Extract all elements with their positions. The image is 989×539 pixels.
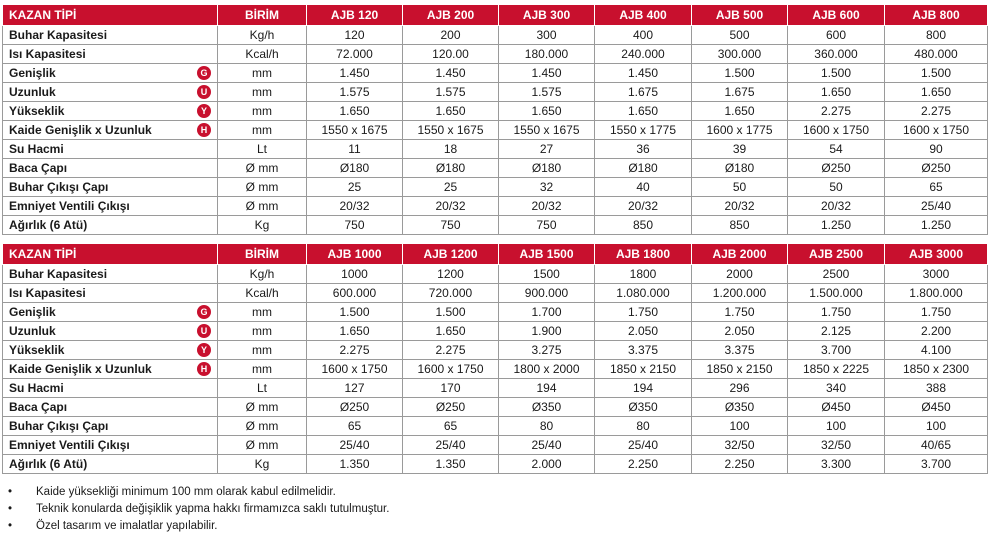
value-cell: 750 bbox=[307, 216, 403, 235]
unit-cell: Kg bbox=[218, 216, 307, 235]
note-text: Kaide yüksekliği minimum 100 mm olarak kabul edilmelidir. bbox=[36, 486, 336, 498]
unit-cell: Kcal/h bbox=[218, 45, 307, 64]
value-cell: 1850 x 2225 bbox=[788, 360, 885, 379]
unit-cell: Kg/h bbox=[218, 265, 307, 284]
table-header-row bbox=[3, 5, 988, 26]
header-type-cell: KAZAN TİPİ bbox=[3, 244, 218, 265]
unit-cell: mm bbox=[218, 360, 307, 379]
value-cell: 1.500 bbox=[788, 64, 885, 83]
value-cell: 1.080.000 bbox=[595, 284, 692, 303]
value-cell: 1.500.000 bbox=[788, 284, 885, 303]
value-cell: 80 bbox=[499, 417, 595, 436]
unit-cell: Kcal/h bbox=[218, 284, 307, 303]
value-cell: 1.675 bbox=[692, 83, 788, 102]
value-cell: 3.700 bbox=[788, 341, 885, 360]
value-cell: 2.275 bbox=[885, 102, 988, 121]
row-label bbox=[3, 360, 218, 379]
unit-cell: mm bbox=[218, 341, 307, 360]
table-row bbox=[3, 417, 988, 436]
value-cell: 180.000 bbox=[499, 45, 595, 64]
value-cell: 750 bbox=[403, 216, 499, 235]
value-cell: 2.125 bbox=[788, 322, 885, 341]
value-cell: Ø180 bbox=[692, 159, 788, 178]
table-row bbox=[3, 197, 988, 216]
table-header-row bbox=[3, 244, 988, 265]
row-label bbox=[3, 417, 218, 436]
unit-cell: mm bbox=[218, 322, 307, 341]
note-text: Teknik konularda değişiklik yapma hakkı firmamızca saklı tutulmuştur. bbox=[36, 503, 390, 515]
table-row bbox=[3, 284, 988, 303]
table-row bbox=[3, 398, 988, 417]
value-cell: 36 bbox=[595, 140, 692, 159]
value-cell: 360.000 bbox=[788, 45, 885, 64]
table-row bbox=[3, 102, 988, 121]
row-label-text: Isı Kapasitesi bbox=[9, 286, 86, 300]
value-cell: 72.000 bbox=[307, 45, 403, 64]
table-row bbox=[3, 140, 988, 159]
value-cell: 2.275 bbox=[307, 341, 403, 360]
value-cell: 1850 x 2150 bbox=[595, 360, 692, 379]
value-cell: 1.750 bbox=[692, 303, 788, 322]
value-cell: 65 bbox=[307, 417, 403, 436]
table-row bbox=[3, 26, 988, 45]
spec-table-1 bbox=[2, 4, 988, 235]
dimension-marker-icon: Y bbox=[197, 343, 211, 357]
value-cell: Ø350 bbox=[692, 398, 788, 417]
row-label-text: Ağırlık (6 Atü) bbox=[9, 218, 88, 232]
value-cell: 120 bbox=[307, 26, 403, 45]
table-row bbox=[3, 322, 988, 341]
row-label bbox=[3, 322, 218, 341]
table-row bbox=[3, 341, 988, 360]
header-model-cell: AJB 3000 bbox=[885, 244, 988, 265]
row-label-text: Kaide Genişlik x Uzunluk bbox=[9, 362, 152, 376]
value-cell: 25/40 bbox=[885, 197, 988, 216]
row-label bbox=[3, 102, 218, 121]
table-row bbox=[3, 436, 988, 455]
value-cell: 1550 x 1675 bbox=[403, 121, 499, 140]
value-cell: 1.900 bbox=[499, 322, 595, 341]
value-cell: 750 bbox=[499, 216, 595, 235]
value-cell: 20/32 bbox=[692, 197, 788, 216]
value-cell: 1600 x 1775 bbox=[692, 121, 788, 140]
bullet-icon: • bbox=[8, 503, 13, 515]
row-label-text: Su Hacmi bbox=[9, 142, 64, 156]
table-row bbox=[3, 360, 988, 379]
value-cell: Ø450 bbox=[885, 398, 988, 417]
value-cell: 2.000 bbox=[499, 455, 595, 474]
value-cell: 2.050 bbox=[595, 322, 692, 341]
row-label bbox=[3, 284, 218, 303]
header-model-cell: AJB 1200 bbox=[403, 244, 499, 265]
value-cell: 1550 x 1775 bbox=[595, 121, 692, 140]
table-row bbox=[3, 64, 988, 83]
value-cell: 850 bbox=[692, 216, 788, 235]
row-label-text: Uzunluk bbox=[9, 324, 56, 338]
table-row bbox=[3, 216, 988, 235]
header-model-cell: AJB 2500 bbox=[788, 244, 885, 265]
table-row bbox=[3, 265, 988, 284]
dimension-marker-icon: U bbox=[197, 85, 211, 99]
spec-table-2 bbox=[2, 243, 988, 474]
value-cell: 50 bbox=[692, 178, 788, 197]
value-cell: 2.200 bbox=[885, 322, 988, 341]
row-label-text: Uzunluk bbox=[9, 85, 56, 99]
value-cell: 1.650 bbox=[403, 322, 499, 341]
row-label bbox=[3, 398, 218, 417]
value-cell: 1800 bbox=[595, 265, 692, 284]
value-cell: 25/40 bbox=[499, 436, 595, 455]
value-cell: 388 bbox=[885, 379, 988, 398]
value-cell: 1.575 bbox=[499, 83, 595, 102]
value-cell: 850 bbox=[595, 216, 692, 235]
header-model-cell: AJB 200 bbox=[403, 5, 499, 26]
row-label-text: Genişlik bbox=[9, 305, 56, 319]
value-cell: 25 bbox=[403, 178, 499, 197]
value-cell: 80 bbox=[595, 417, 692, 436]
value-cell: 1500 bbox=[499, 265, 595, 284]
value-cell: 1.350 bbox=[403, 455, 499, 474]
value-cell: 1.800.000 bbox=[885, 284, 988, 303]
unit-cell: Kg bbox=[218, 455, 307, 474]
row-label-text: Buhar Kapasitesi bbox=[9, 28, 108, 42]
note-item bbox=[8, 501, 389, 518]
value-cell: 100 bbox=[788, 417, 885, 436]
row-label bbox=[3, 26, 218, 45]
value-cell: 20/32 bbox=[595, 197, 692, 216]
value-cell: 1.650 bbox=[307, 102, 403, 121]
row-label bbox=[3, 455, 218, 474]
value-cell: 32/50 bbox=[692, 436, 788, 455]
value-cell: 1.650 bbox=[595, 102, 692, 121]
value-cell: 3.300 bbox=[788, 455, 885, 474]
value-cell: 800 bbox=[885, 26, 988, 45]
unit-cell: mm bbox=[218, 303, 307, 322]
value-cell: 1.575 bbox=[307, 83, 403, 102]
value-cell: 90 bbox=[885, 140, 988, 159]
row-label bbox=[3, 140, 218, 159]
value-cell: 1.250 bbox=[885, 216, 988, 235]
unit-cell: Ø mm bbox=[218, 398, 307, 417]
row-label-text: Yükseklik bbox=[9, 104, 65, 118]
value-cell: 2500 bbox=[788, 265, 885, 284]
value-cell: Ø180 bbox=[403, 159, 499, 178]
row-label-text: Buhar Çıkışı Çapı bbox=[9, 180, 109, 194]
unit-cell: Ø mm bbox=[218, 159, 307, 178]
value-cell: 20/32 bbox=[788, 197, 885, 216]
value-cell: 18 bbox=[403, 140, 499, 159]
value-cell: 3.275 bbox=[499, 341, 595, 360]
row-label-text: Baca Çapı bbox=[9, 161, 68, 175]
table-row bbox=[3, 83, 988, 102]
value-cell: 300 bbox=[499, 26, 595, 45]
value-cell: 65 bbox=[885, 178, 988, 197]
dimension-marker-icon: G bbox=[197, 305, 211, 319]
value-cell: 25/40 bbox=[595, 436, 692, 455]
header-model-cell: AJB 400 bbox=[595, 5, 692, 26]
value-cell: 1.650 bbox=[885, 83, 988, 102]
header-unit-cell: BİRİM bbox=[218, 244, 307, 265]
value-cell: 3.700 bbox=[885, 455, 988, 474]
value-cell: 1.700 bbox=[499, 303, 595, 322]
value-cell: 1600 x 1750 bbox=[885, 121, 988, 140]
dimension-marker-icon: H bbox=[197, 123, 211, 137]
unit-cell: mm bbox=[218, 102, 307, 121]
dimension-marker-icon: G bbox=[197, 66, 211, 80]
dimension-marker-icon: U bbox=[197, 324, 211, 338]
value-cell: 2.250 bbox=[692, 455, 788, 474]
value-cell: 4.100 bbox=[885, 341, 988, 360]
table-row bbox=[3, 178, 988, 197]
header-model-cell: AJB 1000 bbox=[307, 244, 403, 265]
value-cell: 50 bbox=[788, 178, 885, 197]
value-cell: 3000 bbox=[885, 265, 988, 284]
row-label bbox=[3, 197, 218, 216]
value-cell: 1000 bbox=[307, 265, 403, 284]
header-model-cell: AJB 1500 bbox=[499, 244, 595, 265]
value-cell: 1.500 bbox=[307, 303, 403, 322]
value-cell: Ø180 bbox=[595, 159, 692, 178]
note-item bbox=[8, 518, 389, 535]
value-cell: 100 bbox=[885, 417, 988, 436]
note-item bbox=[8, 484, 389, 501]
row-label-text: Genişlik bbox=[9, 66, 56, 80]
value-cell: 11 bbox=[307, 140, 403, 159]
value-cell: 1.500 bbox=[885, 64, 988, 83]
value-cell: 20/32 bbox=[403, 197, 499, 216]
value-cell: 480.000 bbox=[885, 45, 988, 64]
table-row bbox=[3, 303, 988, 322]
value-cell: 2.275 bbox=[403, 341, 499, 360]
header-unit-cell: BİRİM bbox=[218, 5, 307, 26]
row-label bbox=[3, 303, 218, 322]
value-cell: Ø250 bbox=[788, 159, 885, 178]
unit-cell: mm bbox=[218, 83, 307, 102]
value-cell: 1.200.000 bbox=[692, 284, 788, 303]
value-cell: 500 bbox=[692, 26, 788, 45]
value-cell: 1600 x 1750 bbox=[788, 121, 885, 140]
header-type-cell: KAZAN TİPİ bbox=[3, 5, 218, 26]
table-row bbox=[3, 45, 988, 64]
unit-cell: Lt bbox=[218, 379, 307, 398]
unit-cell: Ø mm bbox=[218, 197, 307, 216]
header-model-cell: AJB 1800 bbox=[595, 244, 692, 265]
unit-cell: Ø mm bbox=[218, 417, 307, 436]
value-cell: 20/32 bbox=[499, 197, 595, 216]
value-cell: 1.750 bbox=[885, 303, 988, 322]
unit-cell: Ø mm bbox=[218, 436, 307, 455]
unit-cell: Lt bbox=[218, 140, 307, 159]
value-cell: 300.000 bbox=[692, 45, 788, 64]
value-cell: 1600 x 1750 bbox=[307, 360, 403, 379]
row-label bbox=[3, 265, 218, 284]
value-cell: Ø250 bbox=[307, 398, 403, 417]
value-cell: 1.750 bbox=[595, 303, 692, 322]
value-cell: 1.650 bbox=[403, 102, 499, 121]
value-cell: 1.250 bbox=[788, 216, 885, 235]
row-label bbox=[3, 159, 218, 178]
row-label bbox=[3, 379, 218, 398]
value-cell: 1.750 bbox=[788, 303, 885, 322]
unit-cell: Kg/h bbox=[218, 26, 307, 45]
value-cell: 240.000 bbox=[595, 45, 692, 64]
value-cell: 127 bbox=[307, 379, 403, 398]
value-cell: 1.650 bbox=[692, 102, 788, 121]
value-cell: 900.000 bbox=[499, 284, 595, 303]
row-label-text: Buhar Kapasitesi bbox=[9, 267, 108, 281]
unit-cell: mm bbox=[218, 64, 307, 83]
value-cell: 39 bbox=[692, 140, 788, 159]
header-model-cell: AJB 800 bbox=[885, 5, 988, 26]
value-cell: 1.500 bbox=[692, 64, 788, 83]
value-cell: 1850 x 2300 bbox=[885, 360, 988, 379]
value-cell: Ø350 bbox=[499, 398, 595, 417]
value-cell: 1.650 bbox=[307, 322, 403, 341]
value-cell: 296 bbox=[692, 379, 788, 398]
value-cell: Ø450 bbox=[788, 398, 885, 417]
row-label bbox=[3, 216, 218, 235]
value-cell: 600.000 bbox=[307, 284, 403, 303]
value-cell: 20/32 bbox=[307, 197, 403, 216]
value-cell: 54 bbox=[788, 140, 885, 159]
value-cell: 1.500 bbox=[403, 303, 499, 322]
value-cell: 340 bbox=[788, 379, 885, 398]
value-cell: 2.275 bbox=[788, 102, 885, 121]
value-cell: 1550 x 1675 bbox=[499, 121, 595, 140]
value-cell: Ø350 bbox=[595, 398, 692, 417]
value-cell: 25/40 bbox=[307, 436, 403, 455]
row-label bbox=[3, 178, 218, 197]
value-cell: Ø250 bbox=[403, 398, 499, 417]
value-cell: 194 bbox=[499, 379, 595, 398]
row-label bbox=[3, 45, 218, 64]
header-model-cell: AJB 120 bbox=[307, 5, 403, 26]
table-row bbox=[3, 455, 988, 474]
table-row bbox=[3, 159, 988, 178]
value-cell: 600 bbox=[788, 26, 885, 45]
row-label bbox=[3, 341, 218, 360]
value-cell: 65 bbox=[403, 417, 499, 436]
row-label-text: Emniyet Ventili Çıkışı bbox=[9, 199, 130, 213]
dimension-marker-icon: H bbox=[197, 362, 211, 376]
row-label-text: Su Hacmi bbox=[9, 381, 64, 395]
value-cell: 100 bbox=[692, 417, 788, 436]
value-cell: 1600 x 1750 bbox=[403, 360, 499, 379]
value-cell: 32/50 bbox=[788, 436, 885, 455]
row-label-text: Kaide Genişlik x Uzunluk bbox=[9, 123, 152, 137]
value-cell: 27 bbox=[499, 140, 595, 159]
value-cell: 200 bbox=[403, 26, 499, 45]
value-cell: 1.575 bbox=[403, 83, 499, 102]
value-cell: 1.350 bbox=[307, 455, 403, 474]
notes-list bbox=[8, 484, 389, 535]
value-cell: 720.000 bbox=[403, 284, 499, 303]
value-cell: 1.450 bbox=[307, 64, 403, 83]
header-model-cell: AJB 2000 bbox=[692, 244, 788, 265]
row-label bbox=[3, 64, 218, 83]
unit-cell: mm bbox=[218, 121, 307, 140]
row-label-text: Baca Çapı bbox=[9, 400, 68, 414]
value-cell: 400 bbox=[595, 26, 692, 45]
header-model-cell: AJB 600 bbox=[788, 5, 885, 26]
value-cell: Ø180 bbox=[307, 159, 403, 178]
value-cell: 2.050 bbox=[692, 322, 788, 341]
value-cell: 1550 x 1675 bbox=[307, 121, 403, 140]
value-cell: 1.650 bbox=[788, 83, 885, 102]
row-label bbox=[3, 436, 218, 455]
table-row bbox=[3, 121, 988, 140]
value-cell: 3.375 bbox=[692, 341, 788, 360]
value-cell: 1200 bbox=[403, 265, 499, 284]
row-label bbox=[3, 121, 218, 140]
value-cell: 1.450 bbox=[499, 64, 595, 83]
value-cell: 1.450 bbox=[403, 64, 499, 83]
value-cell: 40/65 bbox=[885, 436, 988, 455]
row-label-text: Ağırlık (6 Atü) bbox=[9, 457, 88, 471]
header-model-cell: AJB 500 bbox=[692, 5, 788, 26]
bullet-icon: • bbox=[8, 486, 13, 498]
value-cell: Ø250 bbox=[885, 159, 988, 178]
value-cell: 170 bbox=[403, 379, 499, 398]
bullet-icon: • bbox=[8, 520, 13, 532]
value-cell: 1.675 bbox=[595, 83, 692, 102]
value-cell: 120.00 bbox=[403, 45, 499, 64]
value-cell: 25/40 bbox=[403, 436, 499, 455]
value-cell: Ø180 bbox=[499, 159, 595, 178]
value-cell: 1850 x 2150 bbox=[692, 360, 788, 379]
row-label-text: Yükseklik bbox=[9, 343, 65, 357]
value-cell: 1.650 bbox=[499, 102, 595, 121]
value-cell: 2.250 bbox=[595, 455, 692, 474]
table-row bbox=[3, 379, 988, 398]
value-cell: 1.450 bbox=[595, 64, 692, 83]
value-cell: 194 bbox=[595, 379, 692, 398]
row-label bbox=[3, 83, 218, 102]
value-cell: 40 bbox=[595, 178, 692, 197]
value-cell: 3.375 bbox=[595, 341, 692, 360]
unit-cell: Ø mm bbox=[218, 178, 307, 197]
value-cell: 32 bbox=[499, 178, 595, 197]
header-model-cell: AJB 300 bbox=[499, 5, 595, 26]
note-text: Özel tasarım ve imalatlar yapılabilir. bbox=[36, 520, 218, 532]
row-label-text: Isı Kapasitesi bbox=[9, 47, 86, 61]
row-label-text: Emniyet Ventili Çıkışı bbox=[9, 438, 130, 452]
value-cell: 2000 bbox=[692, 265, 788, 284]
value-cell: 1800 x 2000 bbox=[499, 360, 595, 379]
dimension-marker-icon: Y bbox=[197, 104, 211, 118]
value-cell: 25 bbox=[307, 178, 403, 197]
row-label-text: Buhar Çıkışı Çapı bbox=[9, 419, 109, 433]
